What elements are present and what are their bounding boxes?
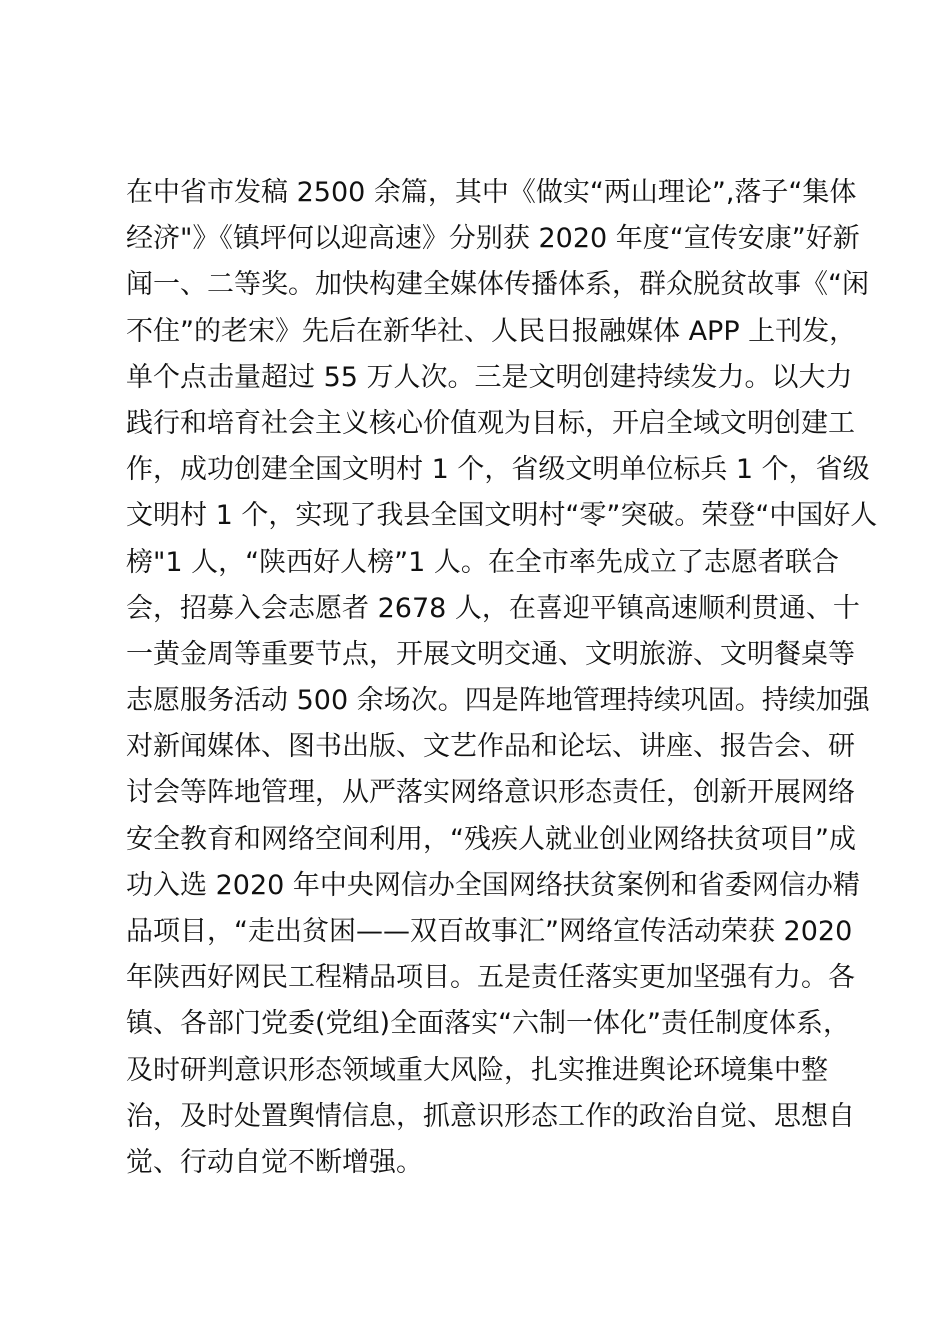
text-line: 作，成功创建全国文明村 1 个，省级文明单位标兵 1 个，省级 [126,454,870,486]
text-line: 觉、行动自觉不断增强。 [126,1146,423,1178]
body-paragraph [126,170,878,1186]
text-line: 年陕西好网民工程精品项目。五是责任落实更加坚强有力。各 [126,962,855,994]
text-line: 镇、各部门党委(党组)全面落实“六制一体化”责任制度体系， [126,1008,851,1040]
text-line: 及时研判意识形态领域重大风险，扎实推进舆论环境集中整 [126,1054,828,1086]
text-line: 不住”的老宋》先后在新华社、人民日报融媒体 APP 上刊发， [126,315,857,347]
text-line: 经济"》《镇坪何以迎高速》分别获 2020 年度“宣传安康”好新 [126,223,860,255]
text-line: 榜"1 人，“陕西好人榜”1 人。在全市率先成立了志愿者联合 [126,546,839,578]
text-line: 文明村 1 个，实现了我县全国文明村“零”突破。荣登“中国好人 [126,500,878,532]
text-line: 功入选 2020 年中央网信办全国网络扶贫案例和省委网信办精 [126,869,860,901]
text-line: 安全教育和网络空间利用，“残疾人就业创业网络扶贫项目”成 [126,823,856,855]
text-line: 在中省市发稿 2500 余篇，其中《做实“两山理论”,落子“集体 [126,177,857,208]
text-line: 单个点击量超过 55 万人次。三是文明创建持续发力。以大力 [126,361,853,393]
text-line: 志愿服务活动 500 余场次。四是阵地管理持续巩固。持续加强 [126,685,870,717]
text-line: 会，招募入会志愿者 2678 人，在喜迎平镇高速顺利贯通、十 [126,592,860,624]
text-line: 讨会等阵地管理，从严落实网络意识形态责任，创新开展网络 [126,777,855,809]
text-line: 闻一、二等奖。加快构建全媒体传播体系，群众脱贫故事《“闲 [126,269,869,301]
text-line: 践行和培育社会主义核心价值观为目标，开启全域文明创建工 [126,407,855,439]
text-line: 对新闻媒体、图书出版、文艺作品和论坛、讲座、报告会、研 [126,731,855,763]
text-line: 品项目，“走出贫困——双百故事汇”网络宣传活动荣获 2020 [126,916,853,947]
text-line: 治，及时处置舆情信息，抓意识形态工作的政治自觉、思想自 [126,1100,855,1132]
text-line: 一黄金周等重要节点，开展文明交通、文明旅游、文明餐桌等 [126,638,855,670]
